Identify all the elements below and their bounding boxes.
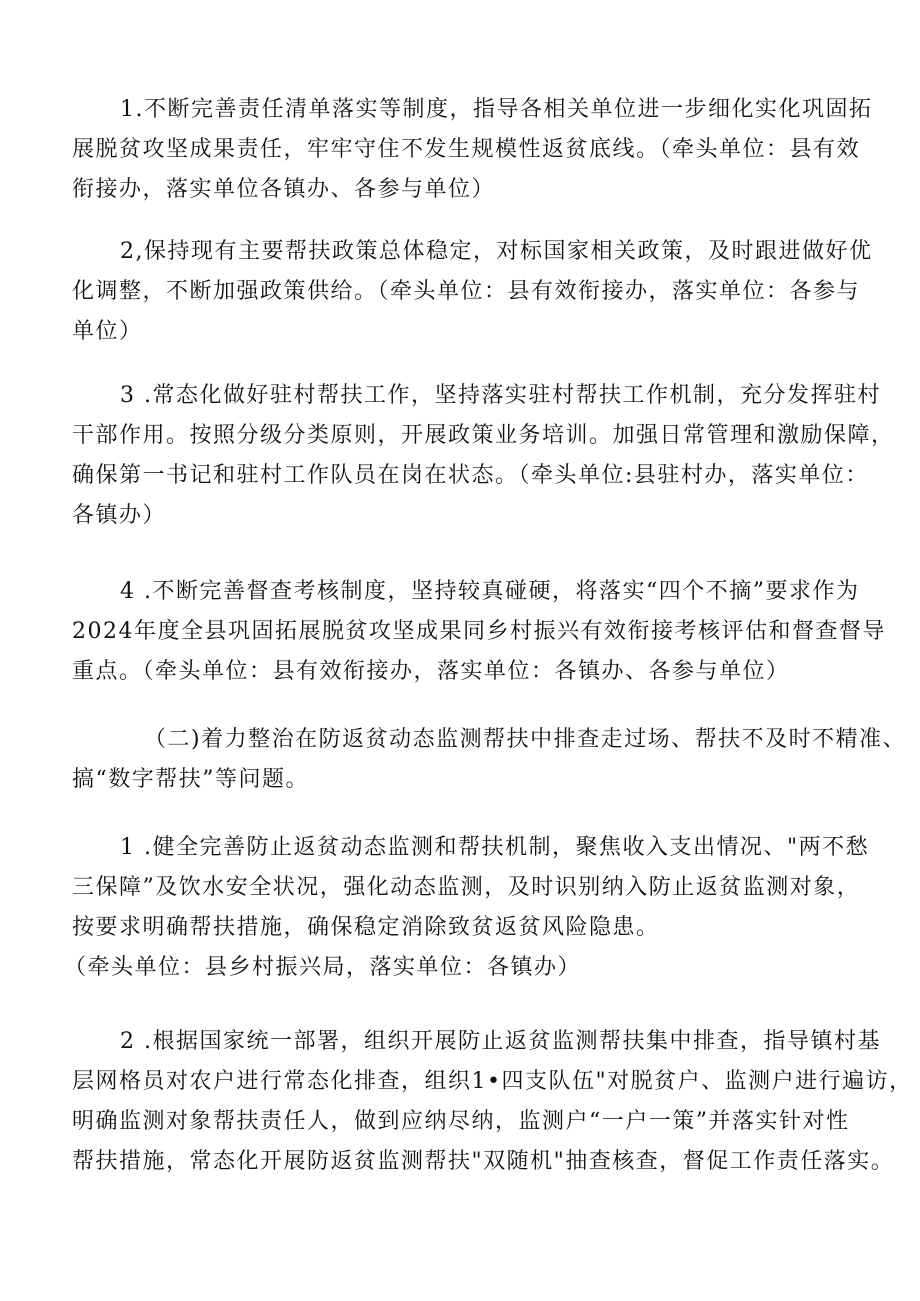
text-line: 帮扶措施，常态化开展防返贫监测帮扶"双随机"抽查核查，督促工作责任落实。 [72, 1149, 895, 1174]
text-line: 3 .常态化做好驻村帮扶工作，坚持落实驻村帮扶工作机制，充分发挥驻村 [120, 383, 881, 408]
paragraph-3 [72, 376, 895, 536]
paragraph-1 [72, 90, 872, 210]
text-line: （二)着力整治在防返贫动态监测帮扶中排查走过场、帮扶不及时不精准、 [144, 727, 907, 752]
text-line: 化调整，不断加强政策供给。（牵头单位：县有效衔接办，落实单位：各参与 [72, 279, 861, 304]
text-line: 层网格员对农户进行常态化排查，组织1•四支队伍"对脱贫户、监测户进行遍访， [72, 1069, 913, 1094]
text-line: 衔接办，落实单位各镇办、各参与单位） [72, 177, 496, 202]
text-line: 1.不断完善责任清单落实等制度，指导各相关单位进一步细化实化巩固拓 [120, 97, 873, 122]
text-line: 确保第一书记和驻村工作队员在岗在状态。（牵头单位:县驻村办，落实单位： [72, 463, 869, 488]
text-line: 2,保持现有主要帮扶政策总体稳定，对标国家相关政策，及时跟进做好优 [120, 239, 873, 264]
paragraph-4 [72, 572, 886, 692]
text-line: 三保障”及饮水安全状况，强化动态监测，及时识别纳入防止返贫监测对象， [72, 875, 861, 900]
text-line: 展脱贫攻坚成果责任，牢牢守住不发生规模性返贫底线。（牵头单位：县有效 [72, 137, 861, 162]
section-heading-2 [72, 720, 907, 800]
text-line: 2 .根据国家统一部署，组织开展防止返贫监测帮扶集中排查，指导镇村基 [120, 1029, 881, 1054]
paragraph-5 [64, 828, 872, 988]
text-line: （牵头单位：县乡村振兴局，落实单位：各镇办） [64, 955, 582, 980]
text-line: 按要求明确帮扶措施，确保稳定消除致贫返贫风险隐患。 [72, 915, 660, 940]
text-line: 搞“数字帮扶”等问题。 [72, 767, 309, 792]
text-line: 4 .不断完善督查考核制度，坚持较真碰硬，将落实“四个不摘”要求作为 [120, 579, 860, 604]
text-line: 明确监测对象帮扶责任人，做到应纳尽纳，监测户“一户一策”并落实针对性 [72, 1109, 850, 1134]
text-line: 各镇办） [72, 503, 167, 528]
text-line: 单位） [72, 319, 143, 344]
paragraph-6 [72, 1022, 913, 1182]
text-line: 1 .健全完善防止返贫动态监测和帮扶机制，聚焦收入支出情况、"两不愁 [120, 835, 870, 860]
text-line: 干部作用。按照分级分类原则，开展政策业务培训。加强日常管理和激励保障， [72, 423, 895, 448]
paragraph-2 [72, 232, 872, 352]
text-line: 重点。（牵头单位：县有效衔接办，落实单位：各镇办、各参与单位） [72, 659, 790, 684]
text-line: 2024年度全县巩固拓展脱贫攻坚成果同乡村振兴有效衔接考核评估和督查督导 [72, 619, 886, 644]
